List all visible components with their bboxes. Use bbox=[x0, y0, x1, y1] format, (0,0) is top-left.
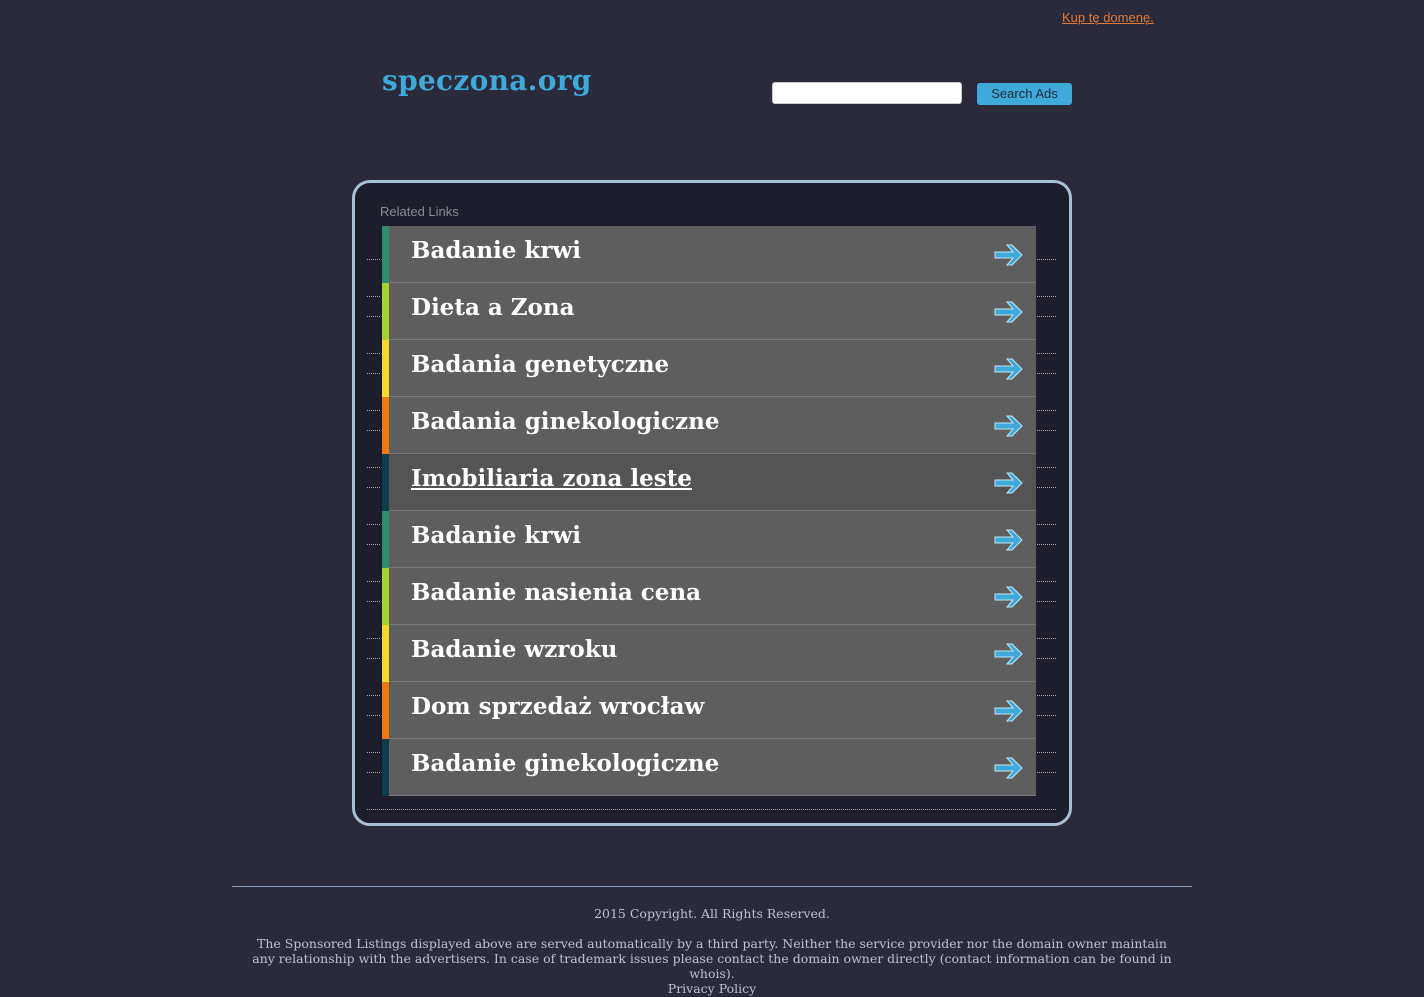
link-body bbox=[389, 283, 1036, 340]
link-body bbox=[389, 625, 1036, 682]
arrow-right-icon bbox=[994, 755, 1026, 781]
arrow-right-icon bbox=[994, 527, 1026, 553]
link-color-stripe bbox=[382, 283, 389, 340]
link-body bbox=[389, 568, 1036, 625]
search-input[interactable] bbox=[772, 82, 962, 104]
disclaimer-text: The Sponsored Listings displayed above are served automatically by a third party. Neither the service provider nor the domain owner maintain any relationship with the advertisers. In case of trademark issues please contact the domain owner directly (contact information can be found in whois). bbox=[252, 936, 1172, 981]
link-color-stripe bbox=[382, 511, 389, 568]
related-link-label[interactable]: Badanie wzroku bbox=[411, 636, 618, 663]
link-color-stripe bbox=[382, 454, 389, 511]
link-color-stripe bbox=[382, 739, 389, 796]
link-body bbox=[389, 397, 1036, 454]
copyright-text: 2015 Copyright. All Rights Reserved. bbox=[594, 906, 830, 921]
related-link-item[interactable] bbox=[380, 682, 1036, 739]
dotted-line-decoration bbox=[367, 809, 1056, 810]
buy-domain-link[interactable]: Kup tę domenę. bbox=[1062, 10, 1154, 25]
link-body bbox=[389, 454, 1036, 511]
related-link-label[interactable]: Badanie nasienia cena bbox=[411, 579, 702, 606]
arrow-right-icon bbox=[994, 242, 1026, 268]
arrow-right-icon bbox=[994, 641, 1026, 667]
link-color-stripe bbox=[382, 682, 389, 739]
link-body bbox=[389, 511, 1036, 568]
link-body bbox=[389, 340, 1036, 397]
related-link-item[interactable] bbox=[380, 454, 1036, 511]
related-link-label[interactable]: Badanie ginekologiczne bbox=[411, 750, 720, 777]
link-color-stripe bbox=[382, 226, 389, 283]
related-links-heading: Related Links bbox=[380, 204, 459, 219]
related-link-item[interactable] bbox=[380, 568, 1036, 625]
arrow-right-icon bbox=[994, 698, 1026, 724]
related-link-item[interactable] bbox=[380, 625, 1036, 682]
link-body bbox=[389, 226, 1036, 283]
related-link-label[interactable]: Badanie krwi bbox=[411, 522, 582, 549]
link-color-stripe bbox=[382, 625, 389, 682]
related-link-label[interactable]: Badania ginekologiczne bbox=[411, 408, 720, 435]
related-link-label[interactable]: Badanie krwi bbox=[411, 237, 582, 264]
privacy-policy-link[interactable]: Privacy Policy bbox=[667, 981, 757, 996]
related-link-label[interactable]: Badania genetyczne bbox=[411, 351, 670, 378]
related-link-item[interactable] bbox=[380, 511, 1036, 568]
related-link-item[interactable] bbox=[380, 739, 1036, 796]
footer-divider bbox=[232, 886, 1192, 887]
related-link-label[interactable]: Dieta a Zona bbox=[411, 294, 575, 321]
related-link-item[interactable] bbox=[380, 283, 1036, 340]
arrow-right-icon bbox=[994, 299, 1026, 325]
related-link-item[interactable] bbox=[380, 226, 1036, 283]
related-link-label[interactable]: Dom sprzedaż wrocław bbox=[411, 693, 705, 720]
related-link-item[interactable] bbox=[380, 397, 1036, 454]
arrow-right-icon bbox=[994, 356, 1026, 382]
related-links-list bbox=[380, 226, 1036, 796]
link-color-stripe bbox=[382, 340, 389, 397]
link-body bbox=[389, 682, 1036, 739]
related-link-label[interactable]: Imobiliaria zona leste bbox=[411, 465, 693, 492]
link-body bbox=[389, 739, 1036, 796]
site-title[interactable]: speczona.org bbox=[382, 64, 592, 97]
arrow-right-icon bbox=[994, 470, 1026, 496]
arrow-right-icon bbox=[994, 413, 1026, 439]
link-color-stripe bbox=[382, 397, 389, 454]
arrow-right-icon bbox=[994, 584, 1026, 610]
related-link-item[interactable] bbox=[380, 340, 1036, 397]
link-color-stripe bbox=[382, 568, 389, 625]
search-ads-button[interactable]: Search Ads bbox=[977, 83, 1072, 105]
